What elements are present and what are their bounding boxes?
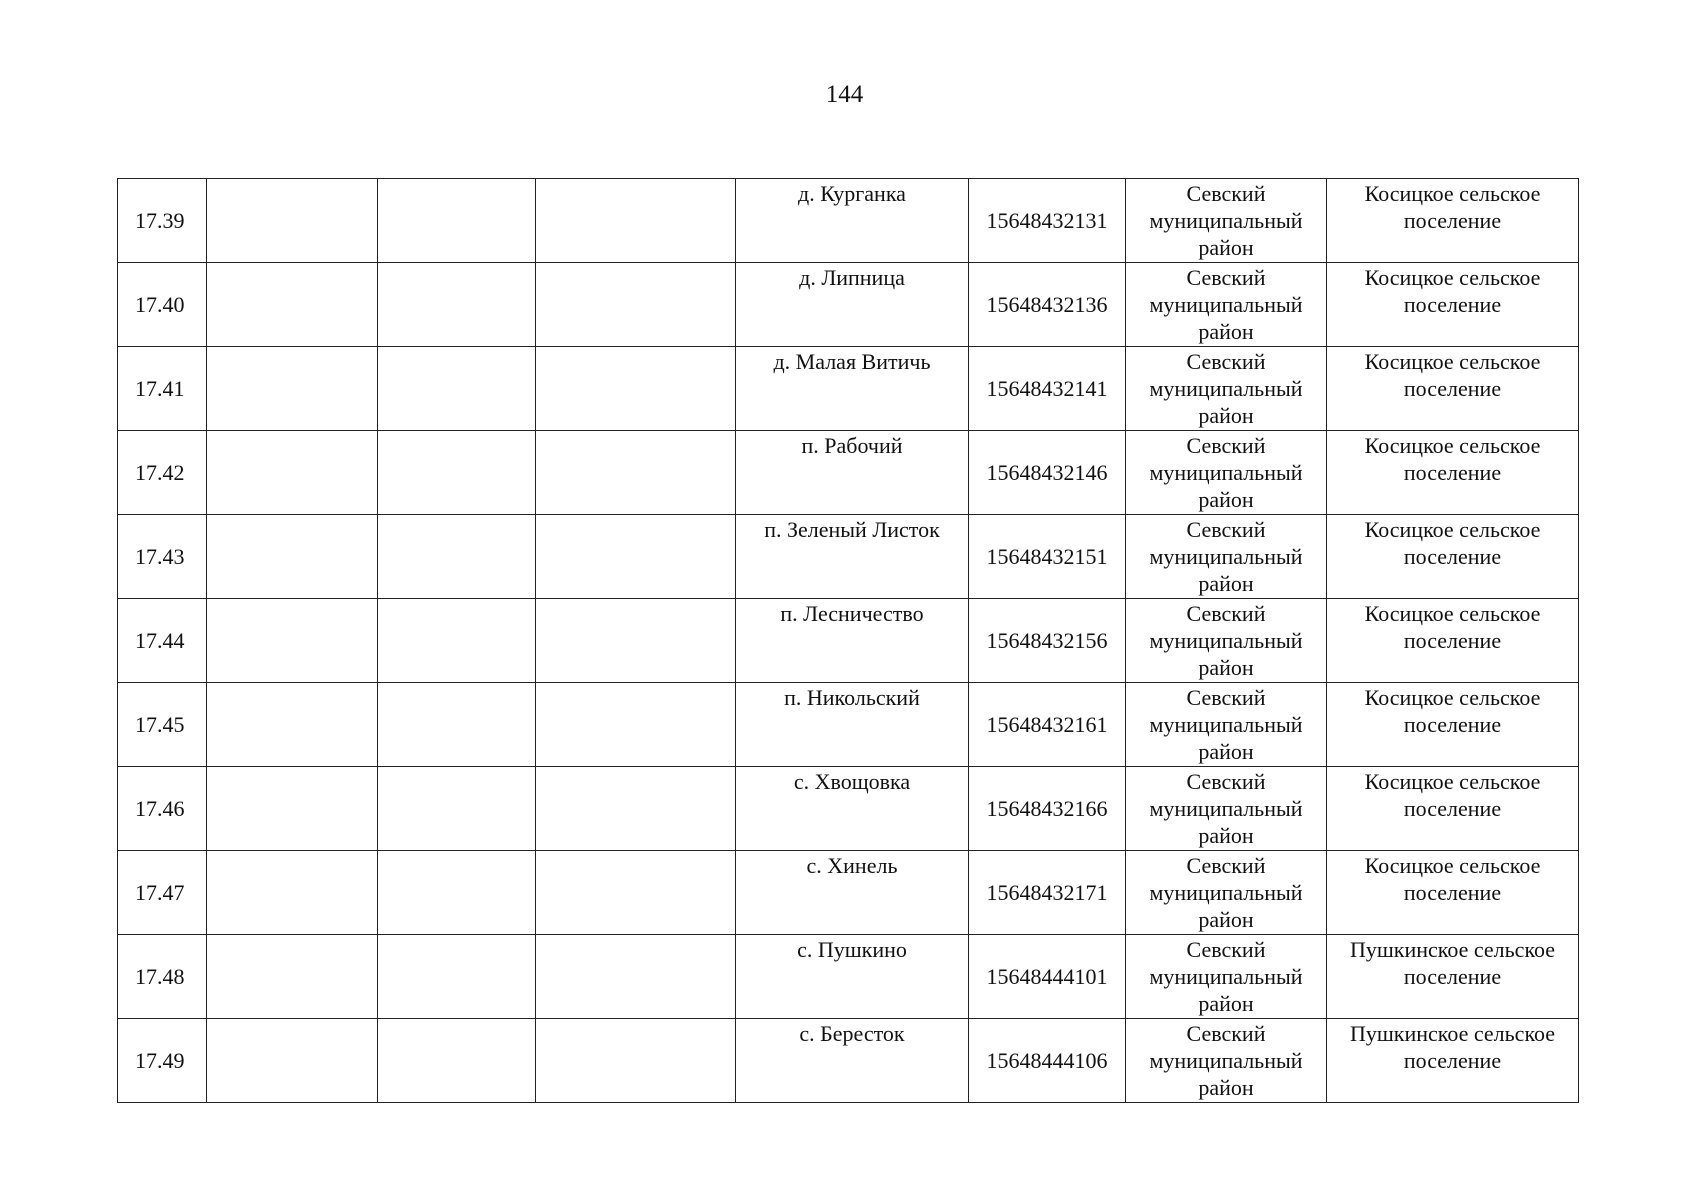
row-number-cell	[118, 515, 207, 599]
settlement-line: поселение	[1403, 460, 1502, 485]
row-number: 17.49	[135, 1048, 185, 1073]
empty-cell	[378, 683, 536, 767]
oktmo-code: 15648432141	[986, 376, 1108, 401]
settlement-line: поселение	[1403, 964, 1502, 989]
row-number-cell	[118, 935, 207, 1019]
oktmo-code-cell	[969, 935, 1126, 1019]
settlement-cell	[1327, 851, 1579, 935]
district-cell	[1126, 935, 1327, 1019]
empty-cell	[536, 851, 736, 935]
settlement-line: Пушкинское сельское	[1349, 1021, 1556, 1046]
row-number: 17.43	[135, 544, 185, 569]
table-row	[118, 347, 1579, 431]
district-line: Севский	[1186, 433, 1266, 458]
empty-cell	[207, 599, 378, 683]
district-cell	[1126, 263, 1327, 347]
row-number: 17.39	[135, 208, 185, 233]
district-line: муниципальный	[1149, 880, 1303, 905]
locality-name-cell	[736, 683, 969, 767]
oktmo-code: 15648444106	[986, 1048, 1108, 1073]
table-row	[118, 599, 1579, 683]
row-number-cell	[118, 851, 207, 935]
locality-name: д. Курганка	[798, 181, 906, 206]
district-line: район	[1198, 235, 1254, 260]
table-row	[118, 263, 1579, 347]
district-line: район	[1198, 823, 1254, 848]
district-line: Севский	[1186, 685, 1266, 710]
district-cell	[1126, 179, 1327, 263]
table-row	[118, 935, 1579, 1019]
oktmo-code: 15648432131	[986, 208, 1108, 233]
locality-name: д. Липница	[799, 265, 905, 290]
settlement-line: поселение	[1403, 1048, 1502, 1073]
district-line: район	[1198, 403, 1254, 428]
empty-cell	[536, 1019, 736, 1103]
oktmo-code: 15648444101	[986, 964, 1108, 989]
table-row	[118, 431, 1579, 515]
empty-cell	[378, 1019, 536, 1103]
settlement-line: поселение	[1403, 292, 1502, 317]
settlement-line: Косицкое сельское	[1364, 853, 1541, 878]
settlement-cell	[1327, 683, 1579, 767]
empty-cell	[536, 935, 736, 1019]
empty-cell	[378, 599, 536, 683]
district-line: муниципальный	[1149, 376, 1303, 401]
row-number: 17.46	[135, 796, 185, 821]
district-line: район	[1198, 487, 1254, 512]
district-line: Севский	[1186, 517, 1266, 542]
empty-cell	[536, 683, 736, 767]
settlement-line: поселение	[1403, 712, 1502, 737]
district-cell	[1126, 515, 1327, 599]
settlement-line: поселение	[1403, 208, 1502, 233]
empty-cell	[207, 683, 378, 767]
oktmo-code-cell	[969, 1019, 1126, 1103]
row-number-cell	[118, 263, 207, 347]
empty-cell	[536, 347, 736, 431]
settlement-line: Косицкое сельское	[1364, 433, 1541, 458]
row-number-cell	[118, 1019, 207, 1103]
table-row	[118, 1019, 1579, 1103]
settlement-cell	[1327, 599, 1579, 683]
empty-cell	[378, 347, 536, 431]
empty-cell	[378, 767, 536, 851]
district-line: Севский	[1186, 937, 1266, 962]
row-number-cell	[118, 431, 207, 515]
empty-cell	[207, 263, 378, 347]
locality-name-cell	[736, 935, 969, 1019]
row-number-cell	[118, 683, 207, 767]
district-cell	[1126, 851, 1327, 935]
locality-name: п. Лесничество	[780, 601, 924, 626]
settlement-line: Косицкое сельское	[1364, 181, 1541, 206]
settlement-cell	[1327, 935, 1579, 1019]
oktmo-code: 15648432171	[986, 880, 1108, 905]
oktmo-code: 15648432151	[986, 544, 1108, 569]
empty-cell	[207, 179, 378, 263]
settlement-cell	[1327, 515, 1579, 599]
locality-name: с. Хинель	[806, 853, 898, 878]
locality-name-cell	[736, 179, 969, 263]
settlement-line: Пушкинское сельское	[1349, 937, 1556, 962]
oktmo-code-cell	[969, 179, 1126, 263]
district-cell	[1126, 767, 1327, 851]
district-line: район	[1198, 571, 1254, 596]
district-line: Севский	[1186, 601, 1266, 626]
settlement-line: Косицкое сельское	[1364, 601, 1541, 626]
page-number: 144	[825, 81, 864, 108]
oktmo-code: 15648432146	[986, 460, 1108, 485]
oktmo-code-cell	[969, 599, 1126, 683]
locality-name: п. Рабочий	[801, 433, 903, 458]
locality-name-cell	[736, 515, 969, 599]
settlement-line: Косицкое сельское	[1364, 769, 1541, 794]
district-cell	[1126, 683, 1327, 767]
row-number: 17.42	[135, 460, 185, 485]
district-line: район	[1198, 991, 1254, 1016]
oktmo-code: 15648432156	[986, 628, 1108, 653]
locality-name: п. Зеленый Листок	[764, 517, 940, 542]
empty-cell	[378, 179, 536, 263]
settlement-line: поселение	[1403, 544, 1502, 569]
oktmo-code-cell	[969, 767, 1126, 851]
row-number-cell	[118, 599, 207, 683]
district-line: Севский	[1186, 265, 1266, 290]
oktmo-code-cell	[969, 347, 1126, 431]
settlements-table	[117, 178, 1579, 1103]
district-line: Севский	[1186, 853, 1266, 878]
settlement-cell	[1327, 263, 1579, 347]
locality-name-cell	[736, 599, 969, 683]
district-line: район	[1198, 1075, 1254, 1100]
locality-name-cell	[736, 263, 969, 347]
empty-cell	[207, 851, 378, 935]
district-line: муниципальный	[1149, 544, 1303, 569]
empty-cell	[536, 599, 736, 683]
district-cell	[1126, 599, 1327, 683]
district-line: муниципальный	[1149, 460, 1303, 485]
oktmo-code-cell	[969, 851, 1126, 935]
locality-name-cell	[736, 347, 969, 431]
table-row	[118, 851, 1579, 935]
empty-cell	[536, 767, 736, 851]
district-line: муниципальный	[1149, 712, 1303, 737]
locality-name: с. Хвощовка	[793, 769, 911, 794]
district-line: район	[1198, 907, 1254, 932]
locality-name-cell	[736, 851, 969, 935]
settlement-cell	[1327, 179, 1579, 263]
table-row	[118, 683, 1579, 767]
table-row	[118, 179, 1579, 263]
oktmo-code-cell	[969, 515, 1126, 599]
table-row	[118, 767, 1579, 851]
oktmo-code: 15648432166	[986, 796, 1108, 821]
district-line: район	[1198, 655, 1254, 680]
locality-name: д. Малая Витичь	[773, 349, 931, 374]
locality-name-cell	[736, 1019, 969, 1103]
empty-cell	[378, 935, 536, 1019]
empty-cell	[207, 431, 378, 515]
settlement-cell	[1327, 767, 1579, 851]
district-cell	[1126, 1019, 1327, 1103]
district-line: муниципальный	[1149, 628, 1303, 653]
row-number: 17.40	[135, 292, 185, 317]
settlement-line: поселение	[1403, 880, 1502, 905]
settlement-line: поселение	[1403, 796, 1502, 821]
empty-cell	[207, 515, 378, 599]
district-cell	[1126, 347, 1327, 431]
empty-cell	[207, 935, 378, 1019]
settlement-line: Косицкое сельское	[1364, 265, 1541, 290]
row-number: 17.45	[135, 712, 185, 737]
empty-cell	[378, 851, 536, 935]
row-number-cell	[118, 347, 207, 431]
settlement-cell	[1327, 1019, 1579, 1103]
district-cell	[1126, 431, 1327, 515]
locality-name: п. Никольский	[784, 685, 920, 710]
empty-cell	[378, 515, 536, 599]
empty-cell	[207, 767, 378, 851]
district-line: муниципальный	[1149, 208, 1303, 233]
locality-name: с. Пушкино	[797, 937, 907, 962]
settlement-line: поселение	[1403, 376, 1502, 401]
empty-cell	[536, 263, 736, 347]
row-number: 17.41	[135, 376, 185, 401]
district-line: район	[1198, 319, 1254, 344]
district-line: муниципальный	[1149, 964, 1303, 989]
settlement-line: поселение	[1403, 628, 1502, 653]
locality-name: с. Бересток	[799, 1021, 905, 1046]
table-body	[118, 179, 1579, 1103]
district-line: Севский	[1186, 769, 1266, 794]
district-line: муниципальный	[1149, 796, 1303, 821]
district-line: Севский	[1186, 181, 1266, 206]
table-row	[118, 515, 1579, 599]
settlement-line: Косицкое сельское	[1364, 685, 1541, 710]
locality-name-cell	[736, 767, 969, 851]
row-number: 17.44	[135, 628, 185, 653]
row-number: 17.48	[135, 964, 185, 989]
row-number-cell	[118, 179, 207, 263]
row-number: 17.47	[135, 880, 185, 905]
empty-cell	[536, 515, 736, 599]
empty-cell	[207, 347, 378, 431]
settlement-cell	[1327, 347, 1579, 431]
empty-cell	[536, 431, 736, 515]
district-line: район	[1198, 739, 1254, 764]
locality-name-cell	[736, 431, 969, 515]
district-line: Севский	[1186, 349, 1266, 374]
empty-cell	[207, 1019, 378, 1103]
oktmo-code-cell	[969, 683, 1126, 767]
district-line: муниципальный	[1149, 292, 1303, 317]
oktmo-code-cell	[969, 263, 1126, 347]
oktmo-code: 15648432161	[986, 712, 1108, 737]
empty-cell	[378, 263, 536, 347]
settlement-line: Косицкое сельское	[1364, 517, 1541, 542]
oktmo-code-cell	[969, 431, 1126, 515]
empty-cell	[378, 431, 536, 515]
district-line: Севский	[1186, 1021, 1266, 1046]
settlement-cell	[1327, 431, 1579, 515]
empty-cell	[536, 179, 736, 263]
settlement-line: Косицкое сельское	[1364, 349, 1541, 374]
row-number-cell	[118, 767, 207, 851]
oktmo-code: 15648432136	[986, 292, 1108, 317]
district-line: муниципальный	[1149, 1048, 1303, 1073]
